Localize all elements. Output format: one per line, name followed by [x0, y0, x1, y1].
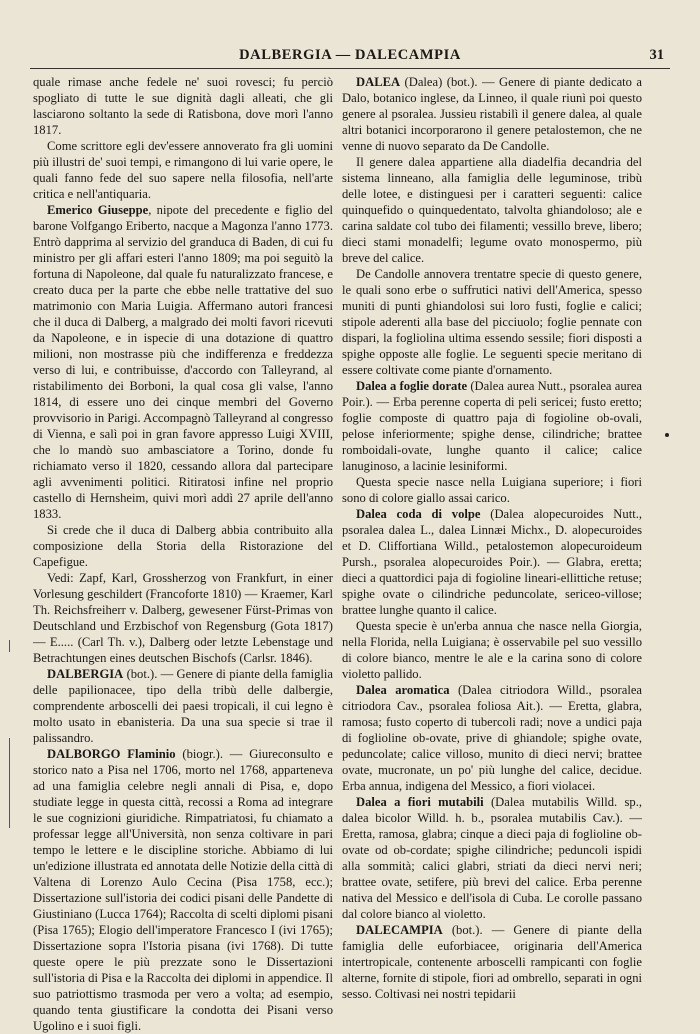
paragraph [33, 202, 333, 522]
paragraph-text: quale rimase anche fedele ne' suoi rovesci; fu perciò spogliato di tutte le sue dignità dagli alleati, che gli lasciarono soltanto la sede di Ratisbona, dove morì l'anno 1817. [33, 75, 333, 137]
margin-mark [9, 640, 10, 652]
paragraph [342, 474, 642, 506]
running-title: DALBERGIA — DALECAMPIA [239, 47, 461, 63]
entry-headword: DALBORGO Flaminio [47, 747, 176, 761]
paragraph-text: Il genere dalea appartiene alla diadelfia decandria del sistema linneano, alla famiglia delle leguminose, tribù delle lotee, e distinguesi per i caratteri seguenti: calice quinquefido o quinquedentato, talvolta ghiandoloso; ale e carina saldate col tubo dei filamenti; vessillo breve, libero; dieci stami monadelfi; legume ovato monospermo, più breve del calice. [342, 155, 642, 265]
ink-dot [665, 433, 669, 437]
page-number: 31 [649, 47, 664, 63]
paragraph [33, 74, 333, 138]
entry-headword: Emerico Giuseppe [47, 203, 149, 217]
paragraph [33, 570, 333, 666]
paragraph-text: Questa specie nasce nella Luigiana superiore; i fiori sono di colore giallo assai carico. [342, 475, 642, 505]
paragraph [342, 794, 642, 922]
entry-headword: DALEA [356, 75, 401, 89]
paragraph-text: (biogr.). — Giureconsulto e storico nato a Pisa nel 1706, morto nel 1768, apparteneva ad una famiglia celebre negli annali di Pisa, e, dopo studiate legge in questa città, recossi a Roma ad integrare le sue cognizioni giuridiche. Rimpatriatosi, fu chiamato a professar legge all'Università, non senza coltivare in pari tempo le lettere e le discipline storiche. Abbiamo di lui un'edizione illustrata ed annotata delle Notizie della città di Valtena di Lorenzo Aulo Cecina (Pisa 1758, ecc.); Dissertazione sull'istoria dei codici pisani delle Pandette di Giustiniano (Lucca 1764); Raccolta di scelti diplomi pisani (Pisa 1765); Elogio dell'imperatore Francesco I (ivi 1765); Dissertazione sopra l'Istoria pisana (ivi 1768). Di tutte queste opere le più prezzate sono le Dissertazioni sull'istoria di Pisa e la Raccolta dei diplomi in appendice. Il suo patriottismo trasmoda per vero a volta; ad esempio, quando tenta giustificare la condotta dei Pisani verso Ugolino e i suoi figli. [33, 747, 333, 1033]
entry-headword: Dalea coda di volpe [356, 507, 481, 521]
paragraph-text: Questa specie è un'erba annua che nasce nella Giorgia, nella Florida, nella Luigiana; è osservabile pel suo vessillo di colore bianco, mentre le ale e la carina sono di colore violetto pallido. [342, 619, 642, 681]
paragraph [342, 506, 642, 618]
left-column [33, 74, 333, 1034]
paragraph-text: , nipote del precedente e figlio del barone Volfgango Eriberto, nacque a Magonza l'anno 1773. Entrò dapprima al servizio del granduca di Baden, di cui fu ministro per gli affari esteri l'anno 1809; ma poi seguitò la fortuna di Napoleone, dal quale fu naturalizzato francese, e creato duca per la parte che ebbe nelle trattative del suo matrimonio con Maria Luigia. Affermano autori francesi che il duca di Dalberg, a malgrado dei molti favori ricevuti da Napoleone, e in ispecie di una dotazione di quattro milioni, non mostrasse più che indifferenza e freddezza verso di lui, e contribuisse, d'accordo con Talleyrand, al ristabilimento dei Borboni, la qual cosa gli valse, l'anno 1814, di essere uno dei cinque membri del Governo provvisorio in Parigi. Accompagnò Talleyrand al congresso di Vienna, e salì poi in gran favore appresso Luigi XVIII, che lo mandò suo ambasciatore a Torino, donde fu richiamato verso il 1820, cessando allora dal partecipare agli avvenimenti politici. Ritiratosi infine nel proprio castello di Hernsheim, quivi morì addì 27 aprile dell'anno 1833. [33, 203, 333, 521]
paragraph-text: Si crede che il duca di Dalberg abbia contribuito alla composizione della Storia della Ristorazione del Capefigue. [33, 523, 333, 569]
paragraph [342, 266, 642, 378]
paragraph [33, 746, 333, 1034]
paragraph-text: (bot.). — Genere di piante della famiglia delle euforbiacee, originaria dell'America intertropicale, contenente arboscelli rampicanti con foglie alterne, fornite di stipole, fiori ad ombrello, separati in ogni sesso. Coltivasi nei nostri tepidarii [342, 923, 642, 1001]
paragraph-text: (Dalea citriodora Willd., psoralea citriodora Cav., psoralea foliosa Ait.). — Eretta, glabra, ramosa; fusto coperto di tubercoli radi; nove a undici paja di foglioline ob-ovate, prive di ghiandole; spighe ovate, peduncolate; calice villoso, munito di dieci nervi; brattee ovate, mucronate, un po' più lunghe del calice, decidue. Erba annua, indigena del Messico, a fiori violacei. [342, 683, 643, 793]
right-column [342, 74, 642, 1002]
paragraph-text: (Dalea) (bot.). — Genere di piante dedicato a Dalo, botanico inglese, da Linneo, il quale riunì poi questo genere al psoralea. Jussieu ristabilì il genere dalea, al quale altri botanici incorporarono il genere petalostemon, che ne venne di nuovo separato da De Candolle. [342, 75, 642, 153]
paragraph [342, 154, 642, 266]
entry-headword: Dalea a foglie dorate [356, 379, 468, 393]
paragraph [342, 74, 642, 154]
paragraph-text: (Dalea alopecuroides Nutt., psoralea dalea L., dalea Linnæi Michx., D. alopecuroides et D. Cliffortiana Willd., petalostemon alopecuroideum Pursh., psoralea alopecuroides Poir.). — Glabra, eretta; dieci a quattordici paja di fogioline lineari-ellittiche retuse; spighe ovate o cilindriche peduncolate, sericeo-villose; brattee lunghe quanto il calice. [342, 507, 642, 617]
paragraph [33, 522, 333, 570]
entry-headword: Dalea aromatica [356, 683, 450, 697]
entry-headword: DALBERGIA [47, 667, 124, 681]
paragraph [342, 378, 642, 474]
running-header [30, 46, 670, 69]
paragraph-text: Vedi: Zapf, Karl, Grossherzog von Frankfurt, in einer Vorlesung geschildert (Francoforte 1810) — Kraemer, Karl Th. Reichsfreiherr v. Dalberg, gewesener Fürst-Primas von Deutschland und Erzbischof von Regensburg (Gota 1817) — E..... (Carl Th. v.), Dalberg oder letzte Lebenstage und Betrachtungen eines deutschen Bischofs (Carlsr. 1846). [33, 571, 333, 665]
entry-headword: DALECAMPIA [356, 923, 443, 937]
paragraph [342, 922, 642, 1002]
margin-mark [9, 738, 10, 828]
entry-headword: Dalea a fiori mutabili [356, 795, 484, 809]
paragraph-text: (Dalea aurea Nutt., psoralea aurea Poir.). — Erba perenne coperta di peli sericei; fusto eretto; foglie composte di quattro paja di fogioline ob-ovali, pelose inferiormente; spighe dense, cilindriche; brattee romboidali-ovate, lunghe quanto il calice; calice lanuginoso, a lacinie lesiniformi. [342, 379, 642, 473]
paragraph-text: (bot.). — Genere di piante della famiglia delle papilionacee, tipo della tribù delle dalbergie, comprendente arboscelli dei paesi tropicali, il cui legno è molto usato in ebanisteria. Da una sua specie si trae il palissandro. [33, 667, 333, 745]
paragraph [33, 666, 333, 746]
paragraph [342, 618, 642, 682]
paragraph [33, 138, 333, 202]
paragraph [342, 682, 642, 794]
paragraph-text: De Candolle annovera trentatre specie di questo genere, le quali sono erbe o suffrutici nativi dell'America, spesso muniti di punti ghiandolosi sui loro fusti, foglie e calici; stipole aderenti alla base del picciuolo; foglie pennate con dispari, la fogliolina ultima essendo sessile; fiori disposti a spighe opposte alle foglie. Le seguenti specie meritano di essere coltivate come piante d'ornamento. [342, 267, 642, 377]
paragraph-text: Come scrittore egli dev'essere annoverato fra gli uomini più illustri de' suoi tempi, e rimangono di lui varie opere, le quali fanno fede del suo sapere nella filosofia, nell'arte critica e nell'antiquaria. [33, 139, 333, 201]
paragraph-text: (Dalea mutabilis Willd. sp., dalea bicolor Willd. h. b., psoralea mutabilis Cav.). — Eretta, ramosa, glabra; cinque a dieci paja di foglioline ob-ovate od ob-cordate; spighe cilindriche; peduncoli ispidi alla sommità; calici glabri, striati da dieci nervi neri; brattee ovate, setifere, più brevi del calice. Erba perenne nativa del Messico e dell'isola di Cuba. Le corolle passano dal colore bianco al violetto. [342, 795, 642, 921]
